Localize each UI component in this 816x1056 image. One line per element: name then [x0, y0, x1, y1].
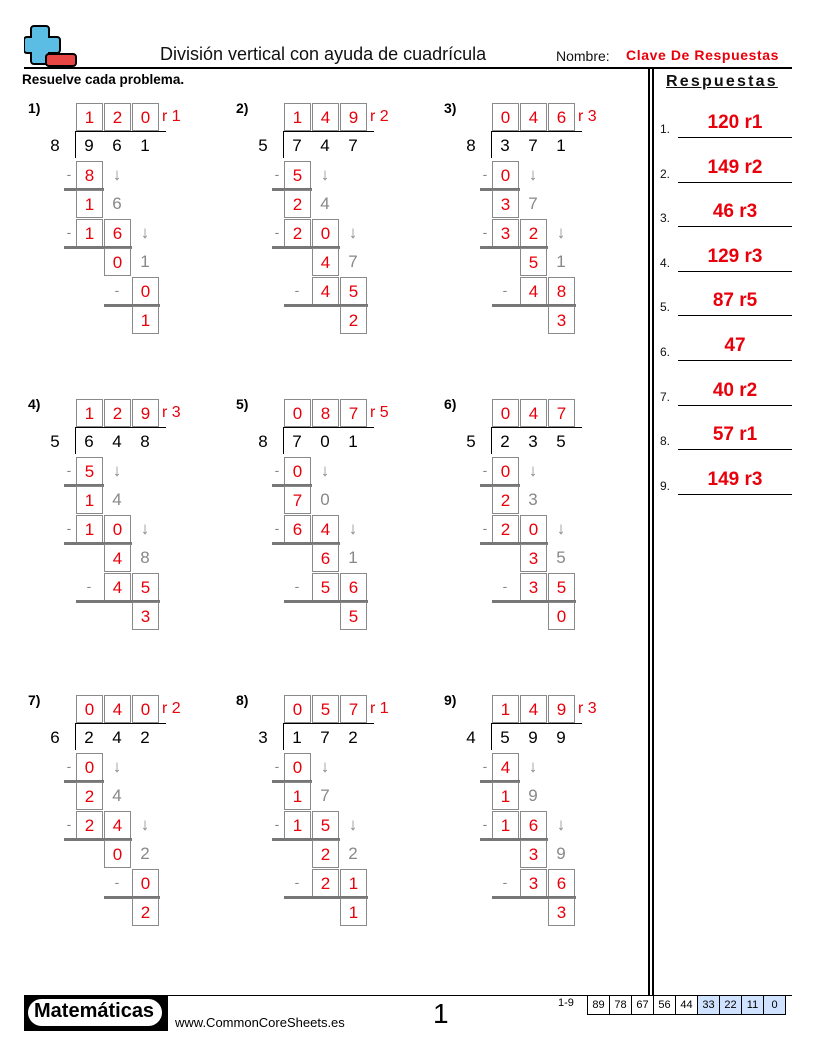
answer-line	[678, 271, 792, 272]
divisor: 4	[466, 728, 476, 747]
minus-sign: -	[66, 166, 72, 182]
dividend-digit: 2	[348, 728, 358, 747]
quotient-digit: 4	[312, 103, 339, 131]
bring-down-arrow-icon: ↓	[140, 223, 150, 242]
minus-sign: -	[274, 462, 280, 478]
answer-number: 9.	[660, 478, 671, 493]
difference-digit: 4	[312, 248, 339, 276]
dividend-digit: 2	[140, 728, 150, 747]
difference-digit: 1	[492, 782, 519, 810]
quotient-digit: 9	[340, 103, 367, 131]
bring-down-arrow-icon: ↓	[320, 461, 330, 480]
bring-down-arrow-icon: ↓	[528, 757, 538, 776]
divisor: 8	[466, 136, 476, 155]
remainder-label: r 5	[370, 404, 389, 421]
answer-number: 3.	[660, 211, 671, 226]
bring-down-arrow-icon: ↓	[556, 223, 566, 242]
minus-sign: -	[482, 758, 488, 774]
subtract-digit: 2	[492, 515, 519, 543]
answer-row	[660, 108, 792, 138]
subtract-digit: 5	[312, 811, 339, 839]
dividend-digit: 1	[140, 136, 150, 155]
answer-number: 5.	[660, 300, 671, 315]
problem-1	[20, 96, 220, 356]
answer-number: 7.	[660, 389, 671, 404]
subtract-digit: 2	[76, 811, 103, 839]
answer-line	[678, 449, 792, 450]
score-cell: 56	[654, 996, 676, 1014]
minus-sign: -	[86, 578, 92, 594]
bring-down-arrow-icon: ↓	[528, 461, 538, 480]
subtract-digit: 4	[104, 573, 131, 601]
difference-digit: 3	[520, 544, 547, 572]
dividend-digit: 5	[556, 432, 566, 451]
problem-6	[436, 392, 636, 652]
answer-row	[660, 376, 792, 406]
quotient-digit: 4	[520, 103, 547, 131]
bring-down-arrow-icon: ↓	[140, 519, 150, 538]
subtract-digit: 0	[104, 515, 131, 543]
brought-down-digit: 7	[348, 252, 358, 271]
difference-digit: 1	[284, 782, 311, 810]
minus-sign: -	[114, 874, 120, 890]
minus-sign: -	[274, 224, 280, 240]
problem-9	[436, 688, 636, 948]
bring-down-arrow-icon: ↓	[556, 815, 566, 834]
brought-down-digit: 4	[112, 490, 122, 509]
difference-digit: 7	[284, 486, 311, 514]
divisor: 6	[50, 728, 60, 747]
score-cell: 89	[588, 996, 610, 1014]
dividend-digit: 2	[84, 728, 94, 747]
answer-line	[678, 360, 792, 361]
subtract-digit: 8	[548, 277, 575, 305]
subtract-digit: 1	[340, 869, 367, 897]
score-cell: 78	[610, 996, 632, 1014]
answer-row	[660, 242, 792, 272]
subtract-digit: 8	[76, 161, 103, 189]
subtract-digit: 5	[312, 573, 339, 601]
quotient-digit: 1	[76, 399, 103, 427]
quotient-digit: 8	[312, 399, 339, 427]
difference-digit: 0	[104, 840, 131, 868]
answer-column-divider-inner	[652, 69, 654, 995]
answer-value: 57 r1	[712, 424, 758, 446]
problem-3	[436, 96, 636, 356]
difference-digit: 5	[520, 248, 547, 276]
answer-value: 149 r3	[707, 468, 763, 490]
quotient-digit: 4	[520, 695, 547, 723]
subtract-digit: 1	[76, 515, 103, 543]
quotient-digit: 0	[132, 695, 159, 723]
answers-title: Respuestas	[666, 73, 778, 90]
footer-url: www.CommonCoreSheets.es	[175, 1015, 345, 1030]
quotient-digit: 7	[340, 399, 367, 427]
answer-row	[660, 420, 792, 450]
dividend-digit: 4	[320, 136, 330, 155]
bring-down-arrow-icon: ↓	[348, 223, 358, 242]
minus-sign: -	[66, 520, 72, 536]
problem-number: 6)	[444, 396, 457, 412]
dividend-digit: 7	[320, 728, 330, 747]
subtract-digit: 5	[132, 573, 159, 601]
difference-digit: 2	[492, 486, 519, 514]
subtract-digit: 6	[284, 515, 311, 543]
problem-number: 8)	[236, 692, 249, 708]
subtract-digit: 1	[492, 811, 519, 839]
divisor: 8	[258, 432, 268, 451]
difference-digit: 0	[104, 248, 131, 276]
remainder-label: r 1	[370, 700, 389, 717]
final-remainder: 3	[132, 602, 159, 630]
subtract-digit: 0	[492, 161, 519, 189]
score-range-label: 1-9	[558, 997, 574, 1009]
minus-sign: -	[482, 462, 488, 478]
page-title: División vertical con ayuda de cuadrícula	[160, 44, 487, 64]
footer-badge-label: Matemáticas	[34, 1000, 155, 1022]
dividend-digit: 1	[292, 728, 302, 747]
subtract-digit: 4	[104, 811, 131, 839]
remainder-label: r 1	[162, 108, 181, 125]
quotient-digit: 9	[548, 695, 575, 723]
quotient-digit: 2	[104, 399, 131, 427]
minus-sign: -	[274, 166, 280, 182]
bring-down-arrow-icon: ↓	[140, 815, 150, 834]
answer-value: 120 r1	[707, 112, 763, 133]
difference-digit: 2	[76, 782, 103, 810]
final-remainder: 2	[132, 898, 159, 926]
bring-down-arrow-icon: ↓	[528, 165, 538, 184]
divisor: 5	[50, 432, 60, 451]
subtract-digit: 0	[492, 457, 519, 485]
dividend-digit: 9	[84, 136, 94, 155]
bring-down-arrow-icon: ↓	[320, 165, 330, 184]
subtract-digit: 6	[520, 811, 547, 839]
subtract-digit: 3	[520, 573, 547, 601]
bring-down-arrow-icon: ↓	[320, 757, 330, 776]
brought-down-digit: 9	[528, 786, 538, 805]
problem-8	[228, 688, 428, 948]
minus-sign: -	[482, 224, 488, 240]
answer-row	[660, 286, 792, 316]
dividend-digit: 4	[112, 728, 122, 747]
subtract-digit: 4	[312, 515, 339, 543]
bring-down-arrow-icon: ↓	[348, 815, 358, 834]
quotient-digit: 0	[76, 695, 103, 723]
minus-sign: -	[294, 874, 300, 890]
problem-5	[228, 392, 428, 652]
dividend-digit: 4	[112, 432, 122, 451]
subtract-digit: 0	[284, 457, 311, 485]
score-cell: 67	[632, 996, 654, 1014]
brought-down-digit: 9	[556, 844, 566, 863]
divisor: 5	[466, 432, 476, 451]
answer-value: 47	[724, 335, 746, 356]
subtract-digit: 0	[520, 515, 547, 543]
answer-number: 8.	[660, 434, 671, 449]
answer-value: 46 r3	[712, 201, 758, 223]
subtract-digit: 0	[76, 753, 103, 781]
subtract-digit: 2	[312, 869, 339, 897]
dividend-digit: 5	[500, 728, 510, 747]
dividend-digit: 3	[528, 432, 538, 451]
dividend-digit: 1	[556, 136, 566, 155]
brought-down-digit: 1	[140, 252, 150, 271]
remainder-label: r 2	[162, 700, 181, 717]
answer-number: 1.	[660, 122, 671, 136]
brought-down-digit: 2	[140, 844, 150, 863]
quotient-digit: 1	[284, 103, 311, 131]
subtract-digit: 4	[312, 277, 339, 305]
quotient-digit: 0	[492, 103, 519, 131]
problem-2	[228, 96, 428, 356]
bring-down-arrow-icon: ↓	[348, 519, 358, 538]
final-remainder: 5	[340, 602, 367, 630]
difference-digit: 1	[76, 190, 103, 218]
divisor: 5	[258, 136, 268, 155]
subtract-digit: 0	[132, 277, 159, 305]
answer-row	[660, 153, 792, 183]
minus-sign: -	[274, 816, 280, 832]
dividend-digit: 9	[528, 728, 538, 747]
difference-digit: 2	[284, 190, 311, 218]
answer-line	[678, 137, 792, 138]
problem-number: 7)	[28, 692, 41, 708]
problem-number: 2)	[236, 100, 249, 116]
problem-number: 5)	[236, 396, 249, 412]
brought-down-digit: 1	[556, 252, 566, 271]
score-cell: 44	[676, 996, 698, 1014]
minus-sign: -	[274, 520, 280, 536]
answer-value: 129 r3	[707, 245, 763, 267]
subtract-digit: 5	[340, 277, 367, 305]
minus-sign: -	[482, 520, 488, 536]
minus-sign: -	[66, 224, 72, 240]
problem-number: 9)	[444, 692, 457, 708]
final-remainder: 2	[340, 306, 367, 334]
answer-column-divider	[648, 69, 650, 995]
remainder-label: r 3	[162, 404, 181, 421]
answer-line	[678, 405, 792, 406]
remainder-label: r 3	[578, 700, 597, 717]
quotient-digit: 7	[548, 399, 575, 427]
instructions: Resuelve cada problema.	[22, 72, 185, 87]
brought-down-digit: 0	[320, 490, 330, 509]
brought-down-digit: 7	[528, 194, 538, 213]
final-remainder: 3	[548, 898, 575, 926]
subtract-digit: 3	[520, 869, 547, 897]
subtract-digit: 4	[520, 277, 547, 305]
subtract-digit: 1	[76, 219, 103, 247]
quotient-digit: 9	[132, 399, 159, 427]
dividend-digit: 7	[348, 136, 358, 155]
dividend-digit: 6	[112, 136, 122, 155]
minus-sign: -	[502, 578, 508, 594]
subtract-digit: 6	[104, 219, 131, 247]
quotient-digit: 5	[312, 695, 339, 723]
problem-4	[20, 392, 220, 652]
quotient-digit: 7	[340, 695, 367, 723]
quotient-digit: 0	[284, 695, 311, 723]
dividend-digit: 7	[528, 136, 538, 155]
dividend-digit: 0	[320, 432, 330, 451]
brought-down-digit: 1	[348, 548, 358, 567]
minus-sign: -	[502, 874, 508, 890]
score-cell: 11	[742, 996, 764, 1014]
answer-value: 87 r5	[712, 290, 758, 312]
subtract-digit: 0	[312, 219, 339, 247]
quotient-digit: 1	[76, 103, 103, 131]
dividend-digit: 7	[292, 136, 302, 155]
problem-number: 4)	[28, 396, 41, 412]
difference-digit: 3	[492, 190, 519, 218]
answer-line	[678, 315, 792, 316]
answer-number: 2.	[660, 166, 671, 181]
subtract-digit: 0	[284, 753, 311, 781]
brought-down-digit: 3	[528, 490, 538, 509]
score-table	[587, 995, 786, 1015]
answer-number: 6.	[660, 345, 671, 359]
quotient-digit: 6	[548, 103, 575, 131]
answer-value: 149 r2	[707, 156, 763, 178]
dividend-digit: 6	[84, 432, 94, 451]
subtract-digit: 4	[492, 753, 519, 781]
answer-row	[660, 331, 792, 361]
divisor: 8	[50, 136, 60, 155]
brought-down-digit: 8	[140, 548, 150, 567]
remainder-label: r 3	[578, 108, 597, 125]
quotient-digit: 4	[520, 399, 547, 427]
final-remainder: 1	[340, 898, 367, 926]
minus-sign: -	[114, 282, 120, 298]
plus-minus-logo-icon	[24, 24, 80, 68]
bring-down-arrow-icon: ↓	[112, 461, 122, 480]
difference-digit: 1	[76, 486, 103, 514]
name-value: Clave De Respuestas	[626, 47, 780, 63]
problem-number: 3)	[444, 100, 457, 116]
divisor: 3	[258, 728, 268, 747]
dividend-digit: 3	[500, 136, 510, 155]
answer-line	[678, 226, 792, 227]
quotient-digit: 0	[284, 399, 311, 427]
score-cell: 33	[698, 996, 720, 1014]
bring-down-arrow-icon: ↓	[112, 165, 122, 184]
answer-row	[660, 465, 792, 495]
remainder-label: r 2	[370, 108, 389, 125]
minus-sign: -	[274, 758, 280, 774]
subtract-digit: 1	[284, 811, 311, 839]
answer-value: 40 r2	[712, 379, 758, 401]
minus-sign: -	[294, 282, 300, 298]
header-divider	[24, 67, 792, 69]
problem-7	[20, 688, 220, 948]
dividend-digit: 8	[140, 432, 150, 451]
score-cell: 0	[764, 996, 786, 1014]
minus-sign: -	[502, 282, 508, 298]
answer-line	[678, 182, 792, 183]
minus-sign: -	[294, 578, 300, 594]
subtract-digit: 5	[284, 161, 311, 189]
brought-down-digit: 6	[112, 194, 122, 213]
subtract-digit: 2	[284, 219, 311, 247]
subtract-digit: 5	[76, 457, 103, 485]
dividend-digit: 1	[348, 432, 358, 451]
brought-down-digit: 4	[320, 194, 330, 213]
page-number: 1	[433, 998, 449, 1029]
subtract-digit: 6	[340, 573, 367, 601]
minus-sign: -	[66, 758, 72, 774]
answer-line	[678, 494, 792, 495]
score-cell: 22	[720, 996, 742, 1014]
problem-number: 1)	[28, 100, 41, 116]
answer-number: 4.	[660, 255, 671, 270]
quotient-digit: 2	[104, 103, 131, 131]
brought-down-digit: 5	[556, 548, 566, 567]
quotient-digit: 1	[492, 695, 519, 723]
brought-down-digit: 7	[320, 786, 330, 805]
quotient-digit: 0	[132, 103, 159, 131]
quotient-digit: 4	[104, 695, 131, 723]
subtract-digit: 6	[548, 869, 575, 897]
difference-digit: 2	[312, 840, 339, 868]
final-remainder: 0	[548, 602, 575, 630]
dividend-digit: 2	[500, 432, 510, 451]
brought-down-digit: 2	[348, 844, 358, 863]
difference-digit: 4	[104, 544, 131, 572]
dividend-digit: 9	[556, 728, 566, 747]
dividend-digit: 7	[292, 432, 302, 451]
minus-sign: -	[66, 462, 72, 478]
subtract-digit: 2	[520, 219, 547, 247]
final-remainder: 3	[548, 306, 575, 334]
minus-sign: -	[482, 816, 488, 832]
subtract-digit: 5	[548, 573, 575, 601]
quotient-digit: 0	[492, 399, 519, 427]
final-remainder: 1	[132, 306, 159, 334]
minus-sign: -	[482, 166, 488, 182]
difference-digit: 3	[520, 840, 547, 868]
name-label: Nombre:	[556, 48, 610, 64]
subtract-digit: 0	[132, 869, 159, 897]
bring-down-arrow-icon: ↓	[556, 519, 566, 538]
subtract-digit: 3	[492, 219, 519, 247]
minus-sign: -	[66, 816, 72, 832]
difference-digit: 6	[312, 544, 339, 572]
brought-down-digit: 4	[112, 786, 122, 805]
answer-row	[660, 197, 792, 227]
bring-down-arrow-icon: ↓	[112, 757, 122, 776]
